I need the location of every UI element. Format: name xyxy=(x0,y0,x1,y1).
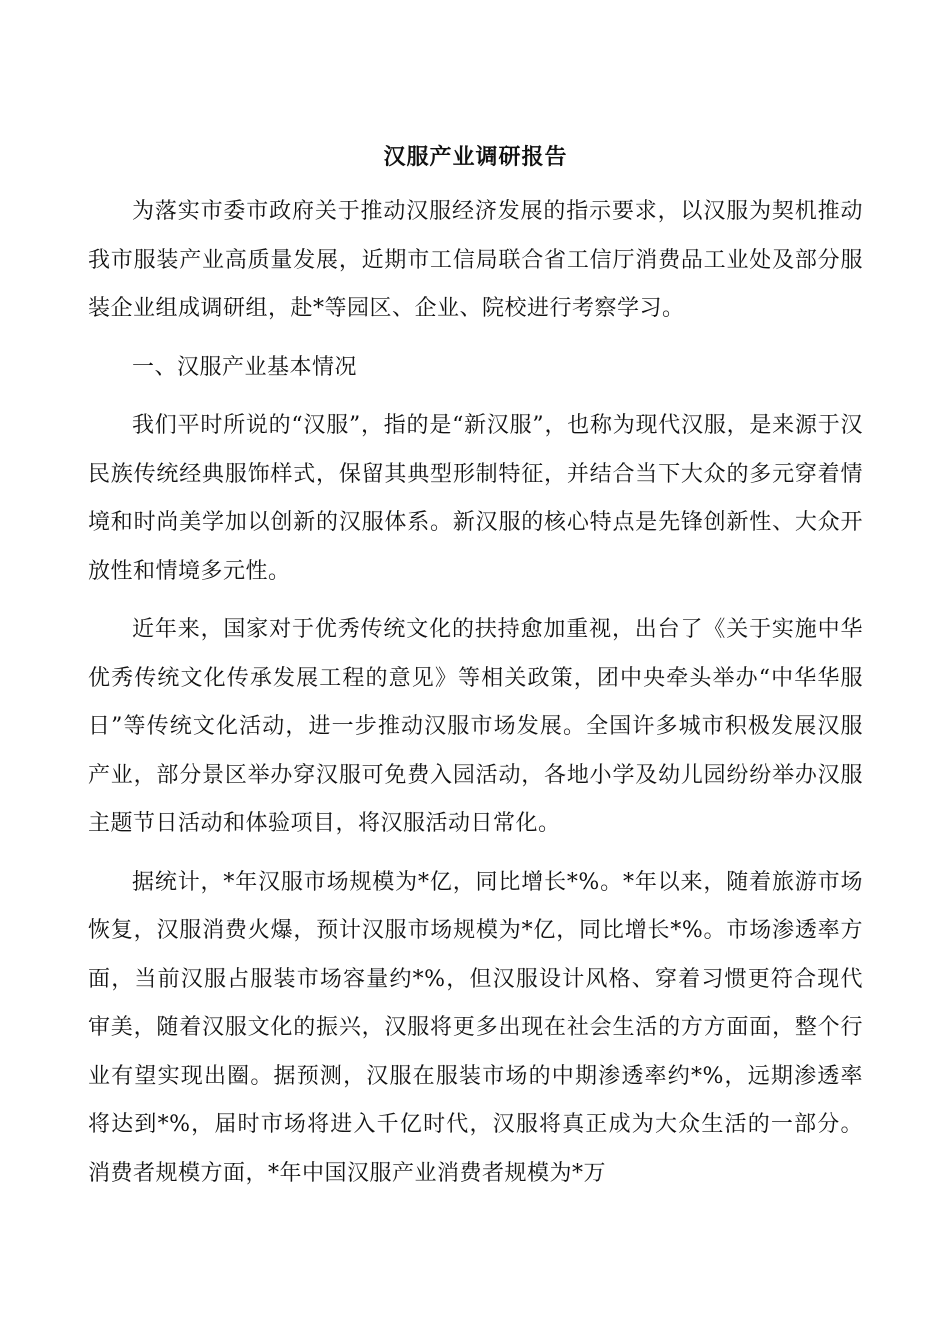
section-heading: 一、汉服产业基本情况 xyxy=(132,354,358,380)
document-title: 汉服产业调研报告 xyxy=(383,145,568,170)
body-paragraph: 近年来，国家对于优秀传统文化的扶持愈加重视，出台了《关于实施中华优秀传统文化传承发展工程的意见》等相关政策，团中央牵头举办“中华华服日”等传统文化活动，进一步推动汉服市场发展。全国许多城市积极发展汉服产业，部分景区举办穿汉服可免费入园活动，各地小学及幼儿园纷纷举办汉服主题节日活动和体验项目，将汉服活动日常化。 xyxy=(88,617,863,836)
body-paragraph: 我们平时所说的“汉服”，指的是“新汉服”，也称为现代汉服，是来源于汉民族传统经典服饰样式，保留其典型形制特征，并结合当下大众的多元穿着情境和时尚美学加以创新的汉服体系。新汉服的核心特点是先锋创新性、大众开放性和情境多元性。 xyxy=(88,413,863,584)
body-paragraph: 据统计，*年汉服市场规模为*亿，同比增长*%。*年以来，随着旅游市场恢复，汉服消费火爆，预计汉服市场规模为*亿，同比增长*%。市场渗透率方面，当前汉服占服装市场容量约*%，但汉服设计风格、穿着习惯更符合现代审美，随着汉服文化的振兴，汉服将更多出现在社会生活的方方面面，整个行业有望实现出圈。据预测，汉服在服装市场的中期渗透率约*%，远期渗透率将达到*%，届时市场将进入千亿时代，汉服将真正成为大众生活的一部分。消费者规模方面，*年中国汉服产业消费者规模为*万 xyxy=(88,869,863,1186)
document-body xyxy=(88,140,863,1208)
intro-paragraph: 为落实市委市政府关于推动汉服经济发展的指示要求，以汉服为契机推动我市服装产业高质量发展，近期市工信局联合省工信厅消费品工业处及部分服装企业组成调研组，赴*等园区、企业、院校进行考察学习。 xyxy=(88,199,863,321)
